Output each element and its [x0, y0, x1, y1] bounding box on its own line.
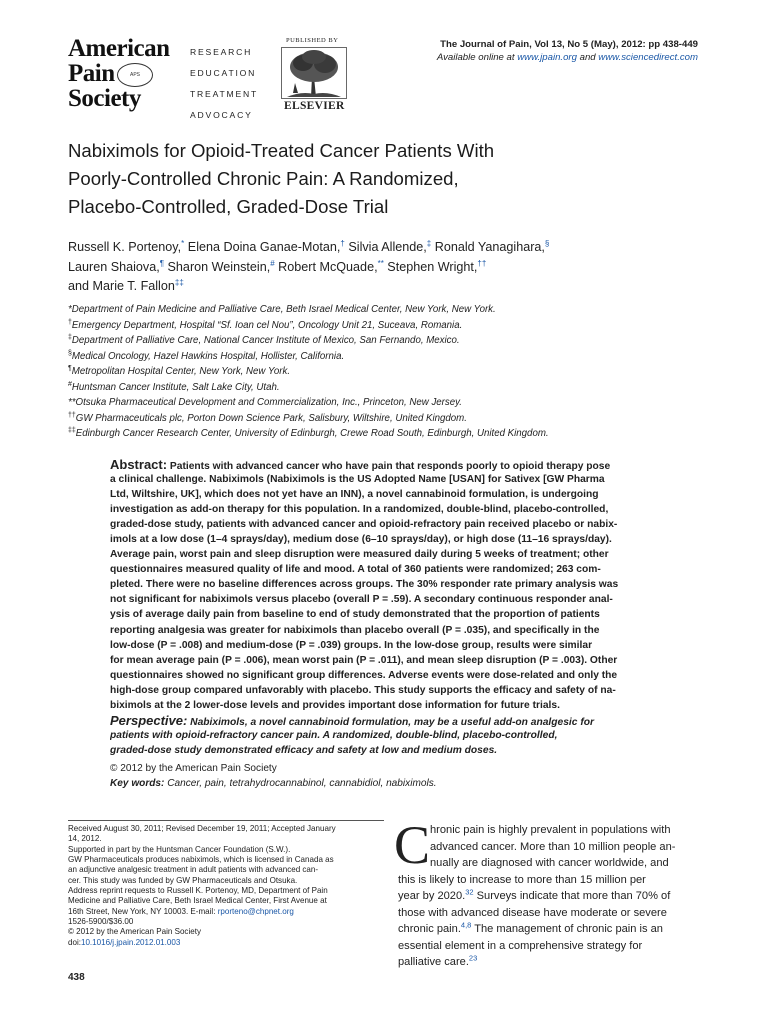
abstract-line: imols at a low dose (1–4 sprays/day), medium dose (6–10 sprays/day), or high dose (11–16 sprays/day). [110, 534, 612, 546]
perspective-label: Perspective: [110, 712, 188, 728]
title-line-1: Nabiximols for Opioid-Treated Cancer Patients With [68, 140, 495, 161]
abstract-line: questionnaires measured quality of life and mood. A total of 360 patients were randomized; 263 com- [110, 564, 601, 576]
affiliation-item: ‡‡Edinburgh Cancer Research Center, University of Edinburgh, Crewe Road South, Edinburgh, United Kingdom. [68, 426, 549, 439]
footnote-line: 14, 2012. [68, 834, 102, 844]
abstract-line: low-dose (P = .008) and medium-dose (P = .039) groups. In the low-dose group, results were similar [110, 639, 593, 651]
affiliation-item: *Department of Pain Medicine and Palliative Care, Beth Israel Medical Center, New York, New York. [68, 304, 496, 315]
author-line-1: Russell K. Portenoy,* Elena Doina Ganae-Motan,† Silvia Allende,‡ Ronald Yanagihara,§ [68, 238, 550, 254]
body-line: year by 2020.32 Surveys indicate that more than 70% of [398, 888, 671, 902]
tagline-treatment: TREATMENT [190, 89, 259, 99]
abstract-line: graded-dose study, patients with advanced cancer and opioid-refractory pain received placebo or nabix- [110, 519, 618, 531]
perspective-line: graded-dose study demonstrated efficacy and safety at low and medium doses. [110, 744, 498, 756]
abstract-line: not significant for nabiximols versus placebo (overall P = .59). A secondary continuous responder anal- [110, 594, 613, 606]
logo-line-2: Pain [68, 60, 115, 87]
page-number: 438 [68, 972, 85, 983]
body-line: those with advanced disease have moderate or severe [398, 906, 667, 919]
footnote-copyright: © 2012 by the American Pain Society [68, 927, 201, 937]
body-text [398, 822, 698, 971]
citation-ref[interactable]: 4,8 [460, 921, 472, 930]
abstract-copyright: © 2012 by the American Pain Society [110, 762, 277, 774]
body-line: hronic pain is highly prevalent in populations with [430, 824, 671, 836]
body-line: nually are diagnosed with cancer worldwide, and [430, 857, 669, 869]
title-line-2: Poorly-Controlled Chronic Pain: A Randomized, [68, 168, 459, 189]
affiliation-item: ††GW Pharmaceuticals plc, Porton Down Science Park, Salisbury, Wiltshire, United Kingdom. [68, 411, 467, 424]
abstract-line: reporting analgesia was greater for nabiximols than placebo overall (P = .035), and specifically in the [110, 624, 600, 636]
logo-line-1: American [68, 35, 170, 62]
author-line-3: and Marie T. Fallon‡‡ [68, 277, 184, 293]
body-line: essential element in a comprehensive strategy for [398, 939, 643, 952]
author-list [68, 238, 708, 297]
tagline-education: EDUCATION [190, 68, 257, 78]
tagline-advocacy: ADVOCACY [190, 110, 253, 120]
footnote-issn: 1526-5900/$36.00 [68, 917, 134, 927]
body-line: chronic pain.$^{4,8}$ The management of chronic pain is an [398, 921, 663, 935]
aps-seal-icon: APS [117, 63, 153, 87]
abstract [110, 457, 660, 791]
footnote-line: Medicine and Palliative Care, Beth Israel Medical Center, First Avenue at [68, 896, 327, 906]
journal-citation-block [437, 38, 698, 64]
logo-line-3: Society [68, 85, 141, 112]
abstract-line: investigation as add-on therapy for this population. In a randomized, double-blind, placebo-controlled, [110, 504, 609, 516]
affiliation-item: **Otsuka Pharmaceutical Development and Commercialization, Inc., Princeton, New Jersey. [68, 397, 462, 408]
abstract-line: ysis of average daily pain from baseline to end of study demonstrated that the proportion of patients [110, 609, 600, 621]
footnote-line: an adjunctive analgesic treatment in adult patients with advanced can- [68, 865, 319, 875]
perspective-line: patients with opioid-refractory cancer pain. A randomized, double-blind, placebo-controlled, [110, 729, 558, 741]
footnote-address: 16th Street, New York, NY 10003. E-mail: rporteno@chpnet.org [68, 906, 294, 916]
affiliation-item: #Huntsman Cancer Institute, Salt Lake City, Utah. [68, 380, 280, 393]
author-line-2: Lauren Shaiova,¶ Sharon Weinstein,# Robert McQuade,** Stephen Wright,†† [68, 258, 487, 274]
abstract-line: a clinical challenge. Nabiximols (Nabiximols is the US Adopted Name [USAN] for Sativex [GW Pharma [110, 474, 605, 486]
affiliation-item: §Medical Oncology, Hazel Hawkins Hospital, Hollister, California. [68, 349, 345, 362]
abstract-line: Ltd, Wiltshire, UK], which does not yet have an INN), a novel cannabinoid formulation, is undergoing [110, 489, 599, 501]
tagline-research: RESEARCH [190, 47, 253, 57]
availability-line: Available online at www.jpain.org and www.sciencedirect.com [436, 52, 698, 63]
journal-citation: The Journal of Pain, Vol 13, No 5 (May), 2012: pp 438-449 [440, 39, 698, 50]
footnotes [68, 824, 384, 948]
affiliation-item: †Emergency Department, Hospital “Sf. Ioan cel Nou”, Oncology Unit 21, Suceava, Romania. [68, 318, 463, 331]
citation-ref[interactable]: 32 [465, 888, 474, 897]
abstract-line: for mean average pain (P = .006), mean worst pain (P = .011), and mean sleep disruption (P = .003). Other [110, 654, 618, 666]
perspective-line: Perspective: Nabiximols, a novel cannabinoid formulation, may be a useful add-on analgesic for [110, 712, 594, 728]
email-link[interactable]: rporteno@chpnet.org [217, 906, 294, 916]
abstract-label: Abstract: [110, 457, 168, 472]
drop-cap: C [394, 815, 431, 875]
keywords-label: Key words: [110, 777, 165, 789]
footnote-line: Supported in part by the Huntsman Cancer Foundation (S.W.). [68, 844, 291, 854]
body-line: this is likely to increase to more than 15 million per [398, 873, 646, 886]
affiliation-item: ¶Metropolitan Hospital Center, New York, New York. [68, 364, 291, 377]
doi-link[interactable]: 10.1016/j.jpain.2012.01.003 [80, 937, 181, 947]
jpain-link[interactable]: www.jpain.org [517, 52, 577, 63]
keywords-value: Cancer, pain, tetrahydrocannabinol, cannabidiol, nabiximols. [164, 777, 437, 789]
abstract-line: Average pain, worst pain and sleep disruption were measured daily during 5 weeks of treatment; other [110, 549, 609, 561]
abstract-line: pleted. There were no baseline differences across groups. The 30% responder rate primary analysis was [110, 579, 619, 591]
sciencedirect-link[interactable]: www.sciencedirect.com [598, 52, 698, 63]
aps-tagline [190, 42, 258, 126]
published-by-label: PUBLISHED BY [286, 37, 339, 44]
keywords [110, 776, 660, 791]
citation-ref[interactable]: 23 [468, 954, 478, 963]
body-line: advanced cancer. More than 10 million people an- [430, 840, 676, 853]
footnote-line: Received August 30, 2011; Revised December 19, 2011; Accepted January [68, 824, 336, 833]
affiliation-item: ‡Department of Palliative Care, National Cancer Institute of Mexico, San Fernando, Mexico. [68, 333, 460, 346]
abstract-line: biximols at the 2 lower-dose levels and provides important dose information for future trials. [110, 699, 560, 711]
footnote-line: Address reprint requests to Russell K. Portenoy, MD, Department of Pain [68, 886, 328, 896]
footnote-divider [68, 820, 384, 821]
body-line: palliative care.$^{23}$ [398, 954, 478, 968]
abstract-line: high-dose group compared unfavorably with placebo. This study supports the efficacy and safety of na- [110, 684, 616, 696]
footnote-line: cer. This study was funded by GW Pharmaceuticals and Otsuka. [68, 875, 298, 885]
affiliations [68, 302, 708, 442]
footnote-doi: doi:10.1016/j.jpain.2012.01.003 [68, 937, 181, 947]
elsevier-tree-icon [281, 47, 347, 99]
publisher-name: ELSEVIER [284, 100, 345, 112]
article-title [68, 137, 688, 221]
abstract-line: questionnaires showed no significant group differences. Adverse events were dose-related and only the [110, 669, 618, 681]
footnote-line: GW Pharmaceuticals produces nabiximols, which is licensed in Canada as [68, 855, 334, 865]
abstract-line: Abstract: Patients with advanced cancer who have pain that responds poorly to opioid therapy pose [110, 457, 611, 472]
title-line-3: Placebo-Controlled, Graded-Dose Trial [68, 196, 389, 217]
